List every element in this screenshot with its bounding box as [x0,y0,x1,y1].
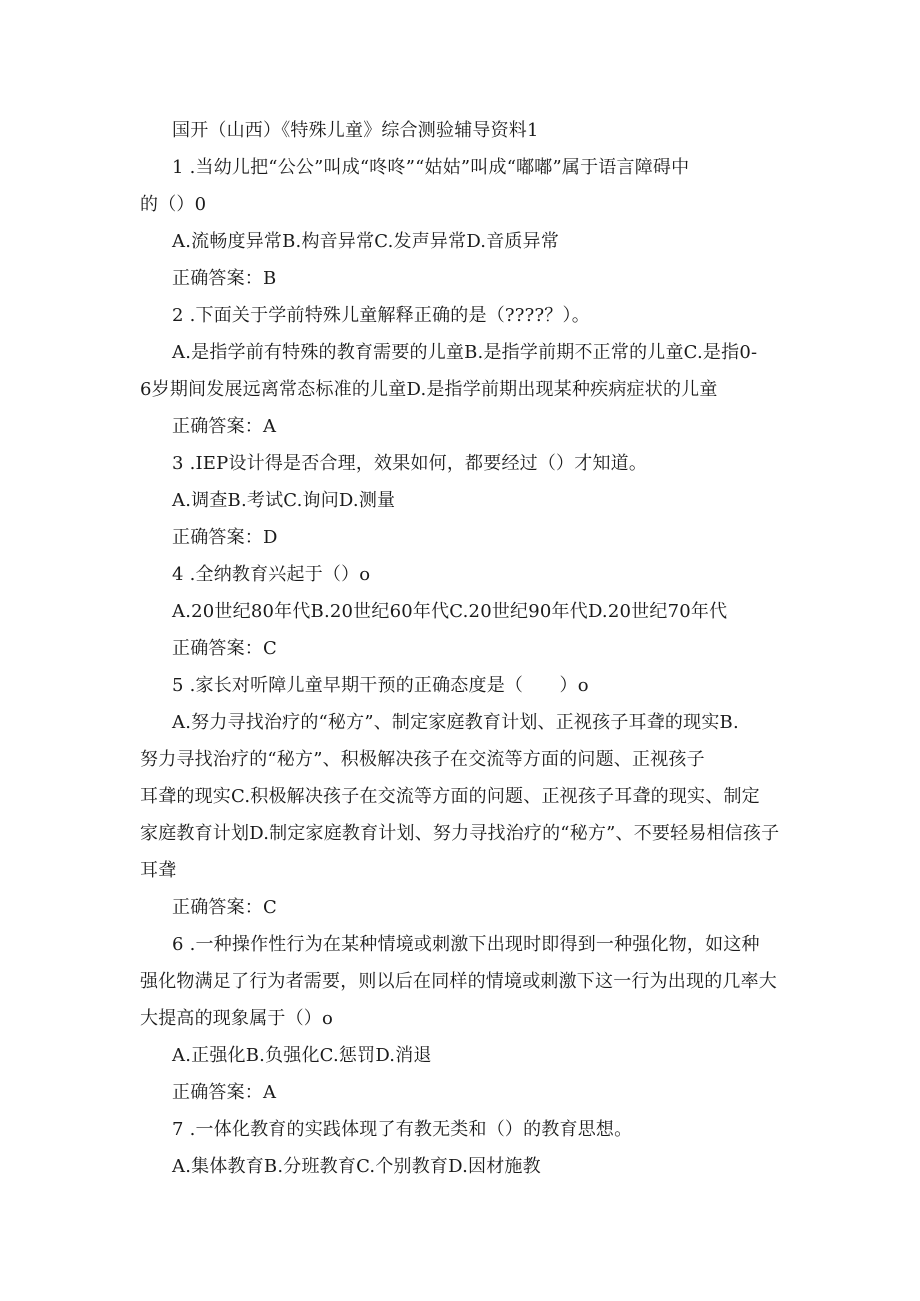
question-4-answer: 正确答案：C [172,638,277,659]
question-4-options: A.20世纪80年代B.20世纪60年代C.20世纪90年代D.20世纪70年代 [172,601,728,622]
question-5-options-part-3: 耳聋的现实C.积极解决孩子在交流等方面的问题、正视孩子耳聋的现实、制定 [140,786,760,807]
question-7-stem: 7 .一体化教育的实践体现了有教无类和（）的教育思想。 [172,1119,633,1140]
question-1-stem-part-2: 的（）0 [140,194,207,215]
document-body [140,112,792,1185]
document-title: 国开（山西）《特殊儿童》综合测验辅导资料1 [172,120,539,141]
question-2-options-part-1: A.是指学前有特殊的教育需要的儿童B.是指学前期不正常的儿童C.是指0- [172,342,758,363]
question-3-options: A.调查B.考试C.询问D.测量 [172,490,396,511]
question-6-options: A.正强化B.负强化C.惩罚D.消退 [172,1045,432,1066]
question-1-stem-line-1 [172,149,792,186]
question-6-stem [140,926,792,1037]
question-2-stem: 2 .下面关于学前特殊儿童解释正确的是（????？）。 [172,305,590,326]
question-5-answer: 正确答案：C [172,897,277,918]
question-1-options: A.流畅度异常B.构音异常C.发声异常D.音质异常 [172,231,560,252]
question-5-options-line-4 [140,815,792,852]
question-6-stem-line-1 [172,926,792,963]
question-2-answer: 正确答案：A [172,416,277,437]
question-5-options-line-5 [140,852,792,889]
question-4-stem: 4 .全纳教育兴起于（）o [172,564,371,585]
question-1-answer: 正确答案：B [172,268,277,289]
question-6-stem-part-2: 强化物满足了行为者需要，则以后在同样的情境或刺激下这一行为出现的几率大 [140,971,777,992]
question-1-stem-line-2 [140,186,792,223]
question-5-options-line-1 [172,704,792,741]
question-7-options: A.集体教育B.分班教育C.个别教育D.因材施教 [172,1156,541,1177]
question-5-stem: 5 .家长对听障儿童早期干预的正确态度是（ ）o [172,675,589,696]
question-3-stem: 3 .IEP设计得是否合理，效果如何，都要经过（）才知道。 [172,453,648,474]
question-6-stem-line-2 [140,963,792,1000]
question-6-answer: 正确答案：A [172,1082,277,1103]
question-5-options-part-2: 努力寻找治疗的“秘方”、积极解决孩子在交流等方面的问题、正视孩子 [140,749,705,770]
question-2-options-line-1 [172,334,792,371]
question-5-options-part-4: 家庭教育计划D.制定家庭教育计划、努力寻找治疗的“秘方”、不要轻易相信孩子 [140,823,780,844]
question-5-options [140,704,792,889]
question-6-stem-line-3 [140,1000,792,1037]
question-6-stem-part-3: 大提高的现象属于（）o [140,1008,334,1029]
question-5-options-line-2 [140,741,792,778]
question-6-stem-part-1: 6 .一种操作性行为在某种情境或刺激下出现时即得到一种强化物，如这种 [172,934,760,955]
question-2-options-line-2 [140,371,792,408]
question-1-stem-part-1: 1 .当幼儿把“公公”叫成“咚咚”“姑姑”叫成“嘟嘟”属于语言障碍中 [172,157,690,178]
question-5-options-line-3 [140,778,792,815]
question-3-answer: 正确答案：D [172,527,278,548]
question-5-options-part-1: A.努力寻找治疗的“秘方”、制定家庭教育计划、正视孩子耳聋的现实B. [172,712,739,733]
question-2-options-part-2: 6岁期间发展远离常态标准的儿童D.是指学前期出现某种疾病症状的儿童 [140,379,718,400]
question-5-options-part-5: 耳聋 [140,860,177,881]
